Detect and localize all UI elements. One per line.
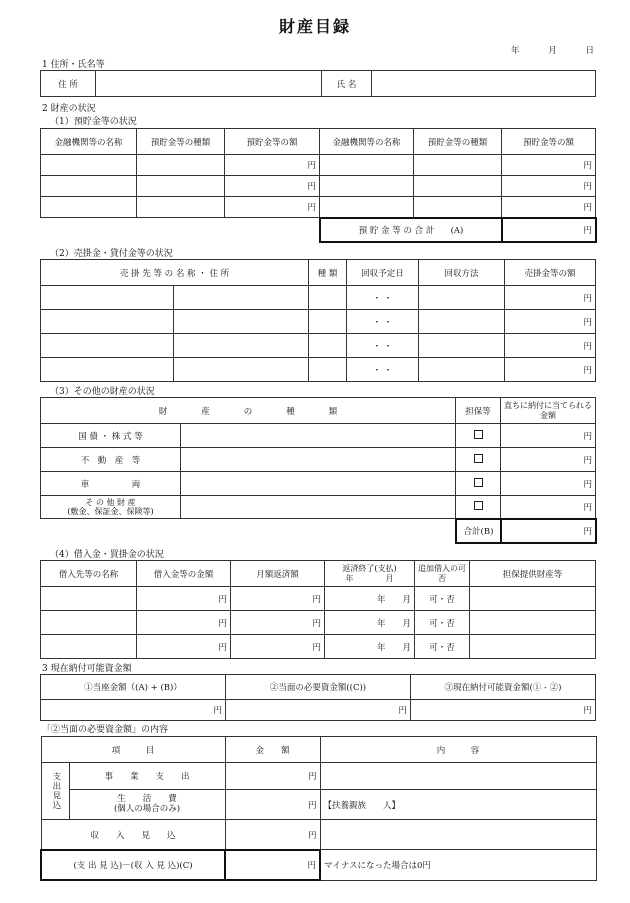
deposits-total-value[interactable]: 円 (502, 218, 596, 242)
collateral-checkbox[interactable] (456, 472, 501, 496)
yen-unit: 円 (225, 197, 320, 218)
yen-unit: 円 (501, 424, 596, 448)
needed-col-item: 項 目 (41, 737, 225, 763)
yen-unit: 円 (501, 448, 596, 472)
table-row (41, 496, 596, 519)
collateral-checkbox[interactable] (456, 448, 501, 472)
date-year: 年 (511, 46, 520, 56)
yen-unit: 円 (501, 496, 596, 519)
total-mark-a: (A) (450, 226, 464, 236)
other-property-table (40, 397, 596, 519)
yen-unit: 円 (225, 176, 320, 197)
property-col-amount: 直ちに納付に当てられる金額 (501, 398, 596, 424)
collateral-checkbox[interactable] (456, 424, 501, 448)
loans-table (40, 560, 596, 659)
yes-no[interactable]: 可・否 (415, 611, 470, 635)
year-month: 年 月 (325, 587, 415, 611)
property-col-kind: 財 産 の 種 類 (41, 398, 456, 424)
yen-unit: 円 (501, 472, 596, 496)
loan-col-lender: 借入先等の名称 (41, 561, 137, 587)
payable-funds-table (40, 674, 596, 721)
year-month: 年 月 (325, 611, 415, 635)
table-row (41, 358, 596, 382)
table-row (41, 176, 596, 197)
table-row (41, 700, 596, 721)
receivable-col-name: 売 掛 先 等 の 名 称 ・ 住 所 (41, 260, 309, 286)
loan-col-monthly: 月額返済額 (231, 561, 325, 587)
property-row-label: 不 動 産 等 (41, 448, 181, 472)
funds-col-payable: ③現在納付可能資金額(① - ②) (411, 675, 596, 700)
receivables-heading: （2）売掛金・貸付金等の状況 (50, 249, 173, 259)
yen-unit: 円 (137, 635, 231, 659)
property-row-label: 車 両 (41, 472, 181, 496)
calc-value[interactable]: 円 (225, 850, 320, 880)
deposits-total-table (319, 217, 597, 243)
dependents-note[interactable]: 【扶養親族 人】 (320, 790, 596, 820)
deposit-col-type-2: 預貯金等の種類 (414, 129, 502, 155)
table-row (41, 424, 596, 448)
date-dots: ・ ・ (347, 310, 419, 334)
yen-unit[interactable]: 円 (225, 820, 320, 850)
deposits-total-label: 預 貯 金 等 の 合 計 (A) (320, 218, 502, 242)
receivable-col-kind: 種 類 (309, 260, 347, 286)
property-col-collateral: 担保等 (456, 398, 501, 424)
deposits-table (40, 128, 596, 218)
yen-unit: 円 (505, 334, 596, 358)
yen-unit[interactable]: 円 (411, 700, 596, 721)
funds-col-needed: ②当面の必要資金額((C)) (226, 675, 411, 700)
loan-col-amount: 借入金等の金額 (137, 561, 231, 587)
table-row (41, 763, 596, 790)
yen-unit: 円 (231, 635, 325, 659)
name-label: 氏 名 (322, 71, 372, 97)
table-row (41, 472, 596, 496)
living-expense-label: 生 活 費 (個人の場合のみ) (69, 790, 225, 820)
table-row (41, 197, 596, 218)
deposit-col-amount: 預貯金等の額 (225, 129, 320, 155)
address-name-table (40, 70, 596, 97)
section-2-heading: 2 財産の状況 (42, 104, 96, 114)
yen-unit: 円 (137, 611, 231, 635)
receivable-col-method: 回収方法 (419, 260, 505, 286)
receivables-table (40, 259, 596, 382)
loans-heading: （4）借入金・買掛金の状況 (50, 550, 164, 560)
yen-unit: 円 (502, 155, 596, 176)
table-row (41, 286, 596, 310)
receivable-col-amount: 売掛金等の額 (505, 260, 596, 286)
property-row-label: 国 債 ・ 株 式 等 (41, 424, 181, 448)
expense-side-label: 支出見込 (41, 763, 69, 820)
date-dots: ・ ・ (347, 286, 419, 310)
yes-no[interactable]: 可・否 (415, 587, 470, 611)
needed-col-content: 内 容 (320, 737, 596, 763)
yen-unit: 円 (502, 176, 596, 197)
yen-unit: 円 (231, 611, 325, 635)
deposit-col-institution: 金融機関等の名称 (41, 129, 137, 155)
other-property-heading: （3）その他の財産の状況 (50, 387, 155, 397)
table-row (41, 448, 596, 472)
yen-unit: 円 (505, 310, 596, 334)
table-row (41, 790, 596, 820)
deposit-col-type: 預貯金等の種類 (137, 129, 225, 155)
address-label: 住 所 (41, 71, 96, 97)
negative-note: マイナスになった場合は0円 (320, 850, 596, 880)
yen-unit: 円 (505, 358, 596, 382)
property-row-label: そ の 他 財 産 (敷金、保証金、保険等) (41, 496, 181, 519)
name-field[interactable] (372, 71, 596, 97)
yen-unit: 円 (505, 286, 596, 310)
page-title: 財産目録 (278, 17, 351, 36)
date-line (485, 44, 594, 56)
table-row (41, 850, 596, 880)
receivable-col-due: 回収予定日 (347, 260, 419, 286)
yen-unit[interactable]: 円 (226, 700, 411, 721)
property-total-value[interactable]: 円 (501, 519, 596, 543)
yes-no[interactable]: 可・否 (415, 635, 470, 659)
table-row (41, 310, 596, 334)
yen-unit[interactable]: 円 (41, 700, 226, 721)
table-row (41, 611, 596, 635)
loan-col-end: 返済終了(支払) 年 月 (325, 561, 415, 587)
yen-unit: 円 (137, 587, 231, 611)
yen-unit: 円 (225, 155, 320, 176)
yen-unit[interactable]: 円 (225, 763, 320, 790)
deposit-col-amount-2: 預貯金等の額 (502, 129, 596, 155)
date-dots: ・ ・ (347, 334, 419, 358)
section-1-heading: 1 住所・氏名等 (42, 60, 105, 70)
date-month: 月 (548, 46, 557, 56)
table-row (41, 587, 596, 611)
loan-col-collateral: 担保提供財産等 (470, 561, 596, 587)
table-row (41, 155, 596, 176)
date-day: 日 (585, 46, 594, 56)
date-dots: ・ ・ (347, 358, 419, 382)
yen-unit: 円 (502, 197, 596, 218)
property-total-label: 合計(B) (456, 519, 501, 543)
funds-col-current: ①当座金額（(A) + (B)） (41, 675, 226, 700)
property-total-table (455, 518, 597, 544)
loan-col-additional: 追加借入の可否 (415, 561, 470, 587)
yen-unit[interactable]: 円 (225, 790, 320, 820)
address-field[interactable] (96, 71, 322, 97)
deposit-col-institution-2: 金融機関等の名称 (320, 129, 414, 155)
section-3-heading: 3 現在納付可能資金額 (42, 664, 132, 674)
year-month: 年 月 (325, 635, 415, 659)
needed-funds-heading: 「②当面の必要資金額」の内容 (42, 725, 169, 735)
collateral-checkbox[interactable] (456, 496, 501, 519)
yen-unit: 円 (231, 587, 325, 611)
needed-funds-table (40, 736, 597, 881)
calc-label: (支 出 見 込)－(収 入 見 込)(C) (41, 850, 225, 880)
table-row (41, 635, 596, 659)
table-row (41, 334, 596, 358)
deposits-heading: （1）預貯金等の状況 (50, 117, 137, 127)
income-label: 収 入 見 込 (41, 820, 225, 850)
needed-col-amount: 金 額 (225, 737, 320, 763)
business-expense-label: 事 業 支 出 (69, 763, 225, 790)
table-row (41, 820, 596, 850)
